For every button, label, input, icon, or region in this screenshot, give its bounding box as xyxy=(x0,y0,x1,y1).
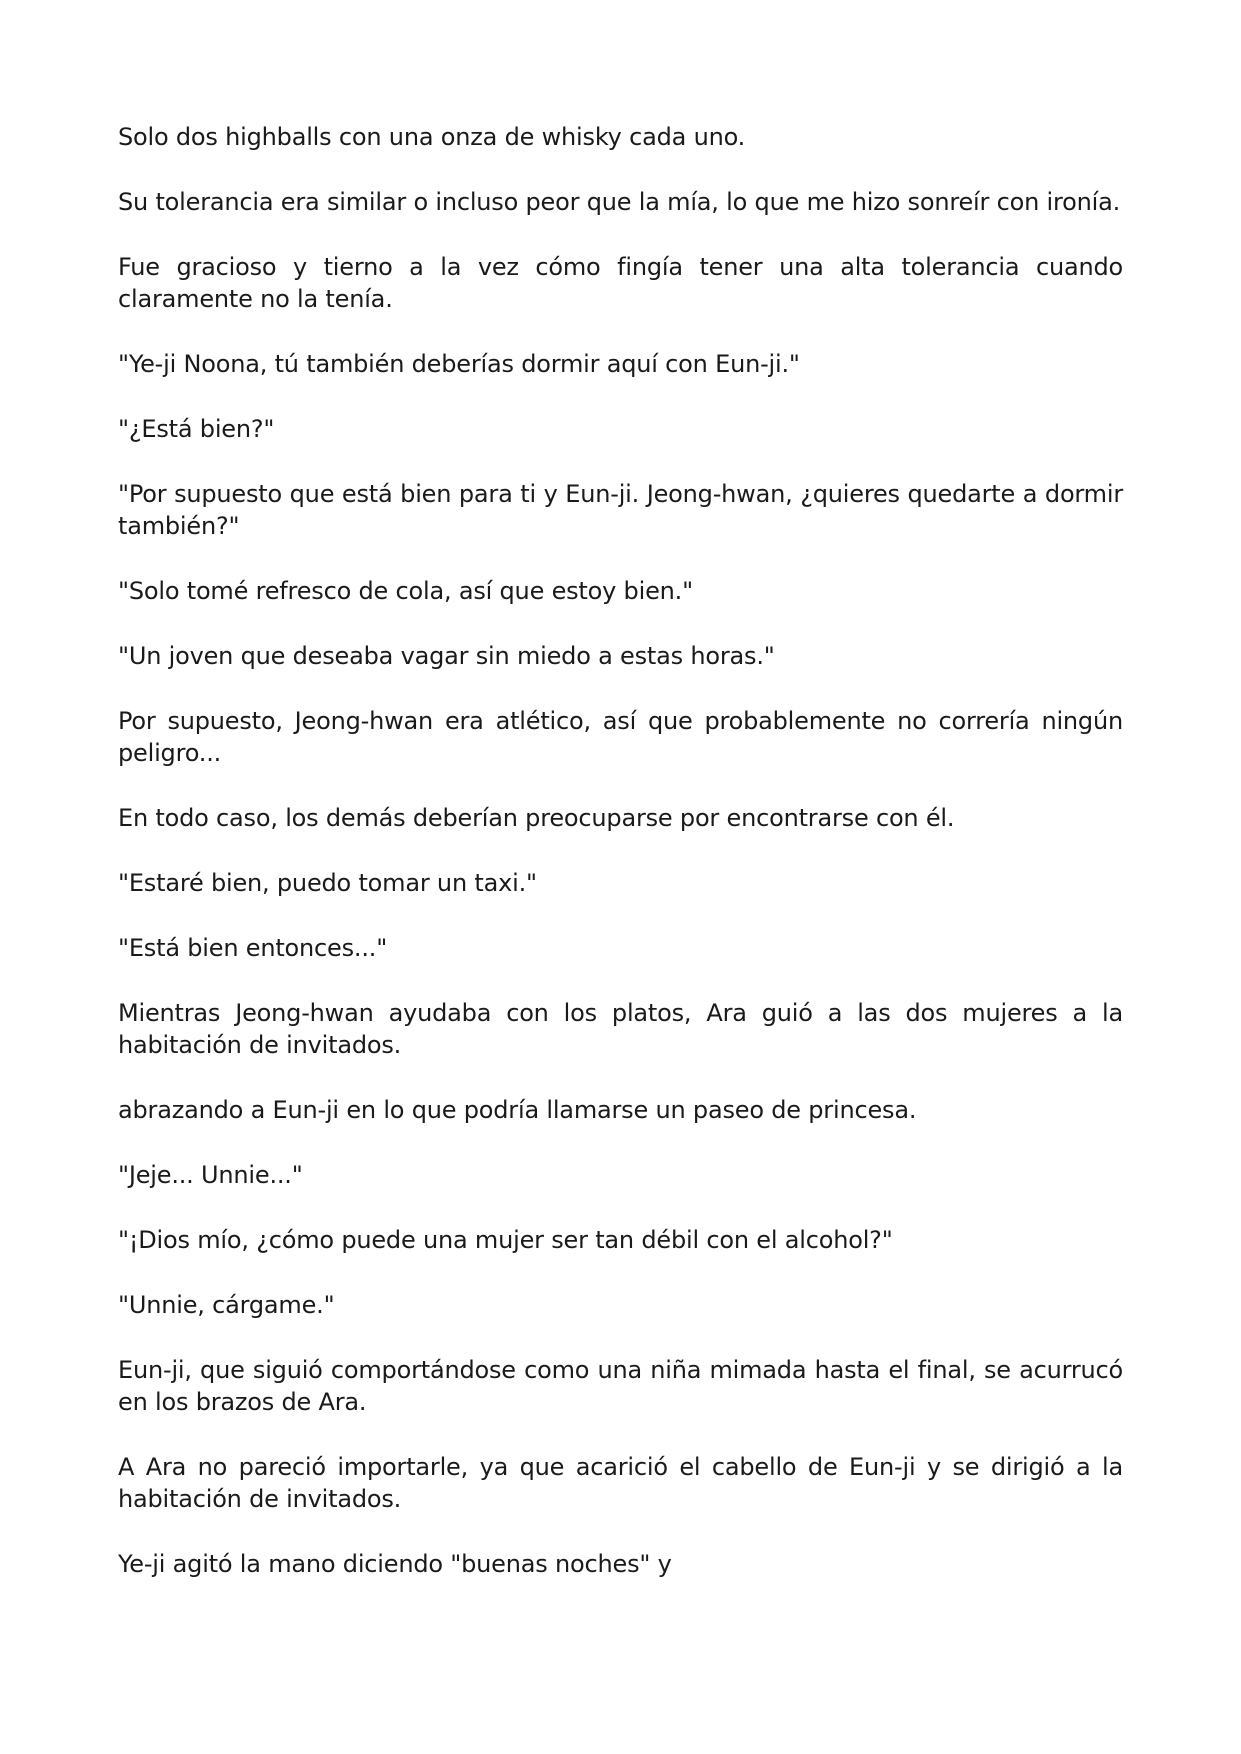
paragraph: Su tolerancia era similar o incluso peor que la mía, lo que me hizo sonreír con ironía. xyxy=(118,188,1121,216)
paragraph: "Un joven que deseaba vagar sin miedo a estas horas." xyxy=(118,642,775,670)
paragraph: "Está bien entonces..." xyxy=(118,934,388,962)
document-page xyxy=(118,121,1123,1580)
paragraph: Solo dos highballs con una onza de whisky cada uno. xyxy=(118,123,746,151)
paragraph: Por supuesto, Jeong-hwan era atlético, así que probablemente no correría ningún peligro... xyxy=(118,707,1123,767)
paragraph: Fue gracioso y tierno a la vez cómo fingía tener una alta tolerancia cuando claramente no la tenía. xyxy=(118,253,1123,313)
paragraph: "Unnie, cárgame." xyxy=(118,1291,335,1319)
paragraph: "Por supuesto que está bien para ti y Eun-ji. Jeong-hwan, ¿quieres quedarte a dormir también?" xyxy=(118,480,1123,540)
paragraph: "Ye-ji Noona, tú también deberías dormir aquí con Eun-ji." xyxy=(118,350,800,378)
paragraph: A Ara no pareció importarle, ya que acarició el cabello de Eun-ji y se dirigió a la habitación de invitados. xyxy=(118,1453,1123,1513)
paragraph: "Jeje... Unnie..." xyxy=(118,1161,303,1189)
paragraph: Ye-ji agitó la mano diciendo "buenas noches" y xyxy=(118,1550,672,1578)
paragraph: abrazando a Eun-ji en lo que podría llamarse un paseo de princesa. xyxy=(118,1096,917,1124)
paragraph: Mientras Jeong-hwan ayudaba con los platos, Ara guió a las dos mujeres a la habitación de invitados. xyxy=(118,999,1123,1059)
paragraph: Eun-ji, que siguió comportándose como una niña mimada hasta el final, se acurrucó en los brazos de Ara. xyxy=(118,1356,1123,1416)
paragraph: En todo caso, los demás deberían preocuparse por encontrarse con él. xyxy=(118,804,955,832)
paragraph: "¿Está bien?" xyxy=(118,415,275,443)
paragraph: "Estaré bien, puedo tomar un taxi." xyxy=(118,869,537,897)
paragraph: "Solo tomé refresco de cola, así que estoy bien." xyxy=(118,577,693,605)
paragraph: "¡Dios mío, ¿cómo puede una mujer ser tan débil con el alcohol?" xyxy=(118,1226,893,1254)
